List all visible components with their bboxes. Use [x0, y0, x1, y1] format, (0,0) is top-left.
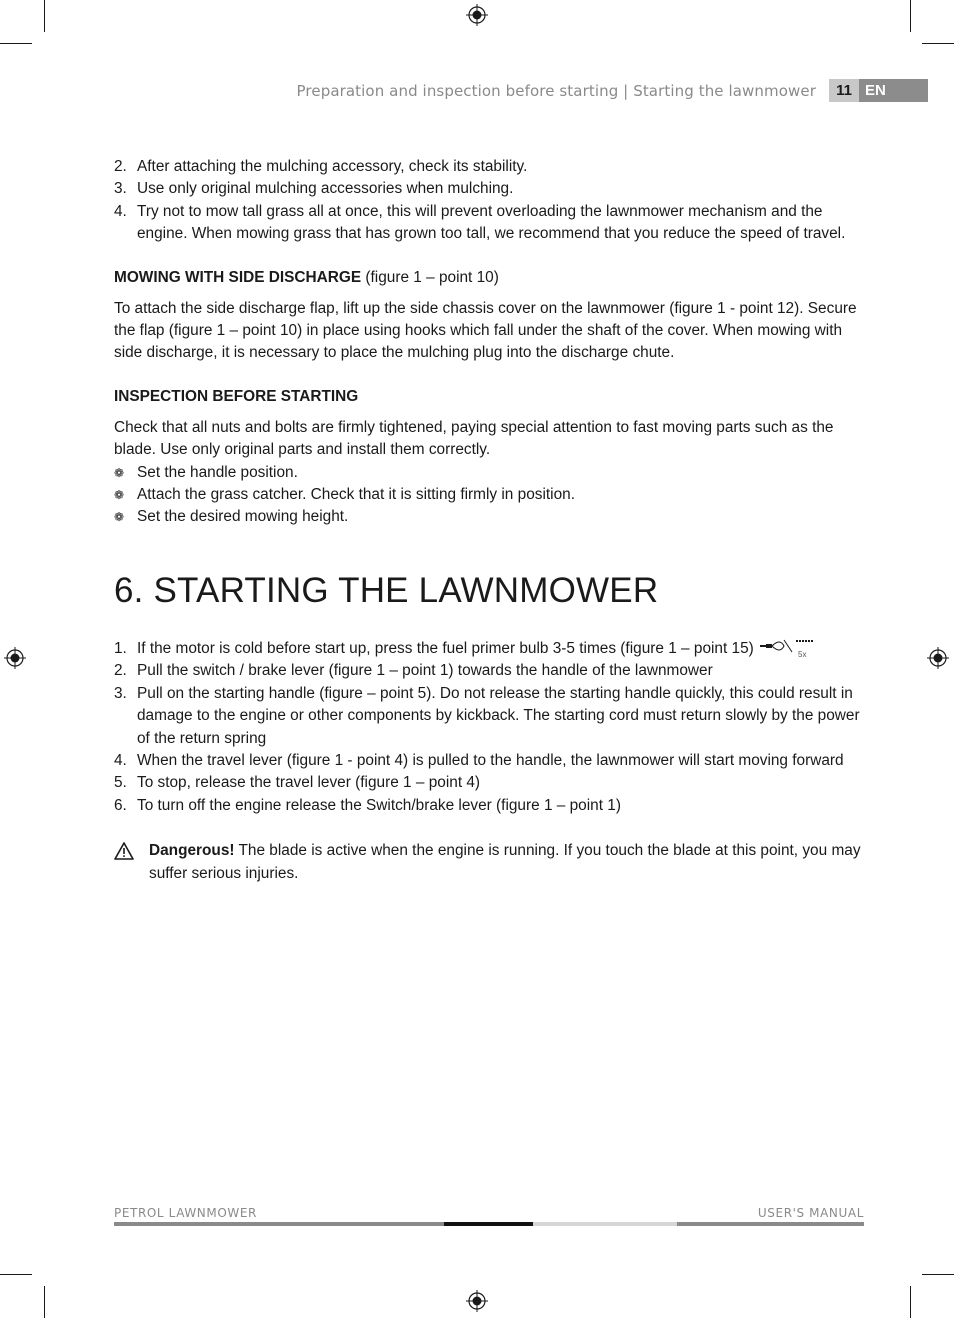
intro-list — [114, 156, 864, 246]
primer-bulb-icon — [758, 638, 816, 660]
warning-note — [114, 840, 864, 885]
warning-triangle-icon — [114, 842, 134, 860]
list-item — [114, 795, 864, 817]
footer-rule — [444, 1222, 533, 1226]
list-number: 5. — [114, 774, 127, 792]
footer-rule — [114, 1222, 444, 1226]
list-number: 3. — [114, 684, 127, 702]
crop-mark — [0, 1274, 32, 1275]
list-item — [114, 156, 864, 178]
inspection-paragraph: Check that all nuts and bolts are firmly tightened, paying special attention to fast moving parts such as the blade. Use only original parts and install them correctly. — [114, 418, 834, 459]
list-item — [114, 638, 864, 660]
footer-manual-label: USER'S MANUAL — [757, 1206, 864, 1220]
list-item — [114, 201, 864, 246]
section-heading-side-discharge — [114, 267, 864, 289]
list-item — [114, 772, 864, 794]
list-text: Pull on the starting handle (figure – point 5). Do not release the starting handle quickly, this could result in damage to the engine or other components by kickback. The starting cord must return slowly by the power of the return spring — [137, 684, 860, 747]
primer-count-label: 5x — [797, 649, 807, 659]
registration-mark-icon — [466, 4, 488, 26]
list-item — [114, 683, 864, 750]
list-number: 4. — [114, 751, 127, 769]
crop-mark — [922, 43, 954, 44]
list-item — [114, 178, 864, 200]
registration-mark-icon — [466, 1290, 488, 1312]
inspection-bullets — [114, 462, 864, 529]
list-item — [114, 506, 864, 528]
warning-text: The blade is active when the engine is running. If you touch the blade at this point, you may suffer serious injuries. — [149, 842, 861, 882]
list-text: When the travel lever (figure 1 - point 4) is pulled to the handle, the lawnmower will start moving forward — [137, 751, 844, 769]
flower-bullet-icon: ❁ — [114, 510, 125, 525]
figure-reference: (figure 1 – point 10) — [365, 268, 499, 286]
list-number: 6. — [114, 796, 127, 814]
flower-bullet-icon: ❁ — [114, 465, 125, 480]
list-number: 3. — [114, 180, 127, 198]
list-text: To stop, release the travel lever (figure 1 – point 4) — [137, 774, 481, 792]
warning-label: Dangerous! — [149, 842, 235, 860]
section-heading-inspection: INSPECTION BEFORE STARTING — [114, 387, 359, 405]
crop-mark — [922, 1274, 954, 1275]
list-number: 2. — [114, 158, 127, 175]
list-number: 2. — [114, 662, 127, 680]
list-item — [114, 750, 864, 772]
list-text: Pull the switch / brake lever (figure 1 – point 1) towards the handle of the lawnmower — [137, 662, 713, 680]
crop-mark — [910, 0, 911, 32]
footer-product-name: PETROL LAWNMOWER — [114, 1206, 257, 1220]
list-number: 1. — [114, 639, 127, 657]
registration-mark-icon — [4, 647, 26, 669]
list-text: Set the handle position. — [137, 463, 298, 481]
list-number: 4. — [114, 202, 127, 220]
side-discharge-paragraph: To attach the side discharge flap, lift up the side chassis cover on the lawnmower (figure 1 - point 12). Secure the flap (figure 1 – point 10) in place using hooks which fall under the shaft of the cover. When mowing with side discharge, it is necessary to place the mulching plug into the discharge chute. — [114, 299, 857, 362]
list-text: Set the desired mowing height. — [137, 508, 349, 526]
crop-mark — [44, 0, 45, 32]
crop-mark — [44, 1286, 45, 1318]
crop-mark — [0, 43, 32, 44]
running-header: Preparation and inspection before starting | Starting the lawnmower — [296, 82, 816, 100]
list-item — [114, 660, 864, 682]
list-text: To turn off the engine release the Switch/brake lever (figure 1 – point 1) — [137, 796, 621, 814]
registration-mark-icon — [927, 647, 949, 669]
list-text: Use only original mulching accessories when mulching. — [137, 180, 514, 198]
page-number: 11 — [829, 79, 859, 102]
language-tab: EN — [859, 79, 928, 102]
list-item — [114, 462, 864, 484]
list-text: After attaching the mulching accessory, check its stability. — [137, 158, 528, 175]
page-content — [114, 156, 864, 885]
flower-bullet-icon: ❁ — [114, 488, 125, 503]
heading-text: MOWING WITH SIDE DISCHARGE — [114, 268, 362, 286]
footer-rule — [533, 1222, 677, 1226]
list-item — [114, 484, 864, 506]
footer-rule — [677, 1222, 864, 1226]
list-text: Try not to mow tall grass all at once, this will prevent overloading the lawnmower mechanism and the engine. When mowing grass that has grown too tall, we recommend that you reduce the speed of travel. — [137, 202, 846, 243]
chapter-title: 6. STARTING THE LAWNMOWER — [114, 570, 659, 610]
crop-mark — [910, 1286, 911, 1318]
starting-steps — [114, 638, 864, 817]
list-text: If the motor is cold before start up, press the fuel primer bulb 3-5 times (figure 1 – point 15) — [137, 639, 754, 657]
list-text: Attach the grass catcher. Check that it is sitting firmly in position. — [137, 486, 575, 504]
